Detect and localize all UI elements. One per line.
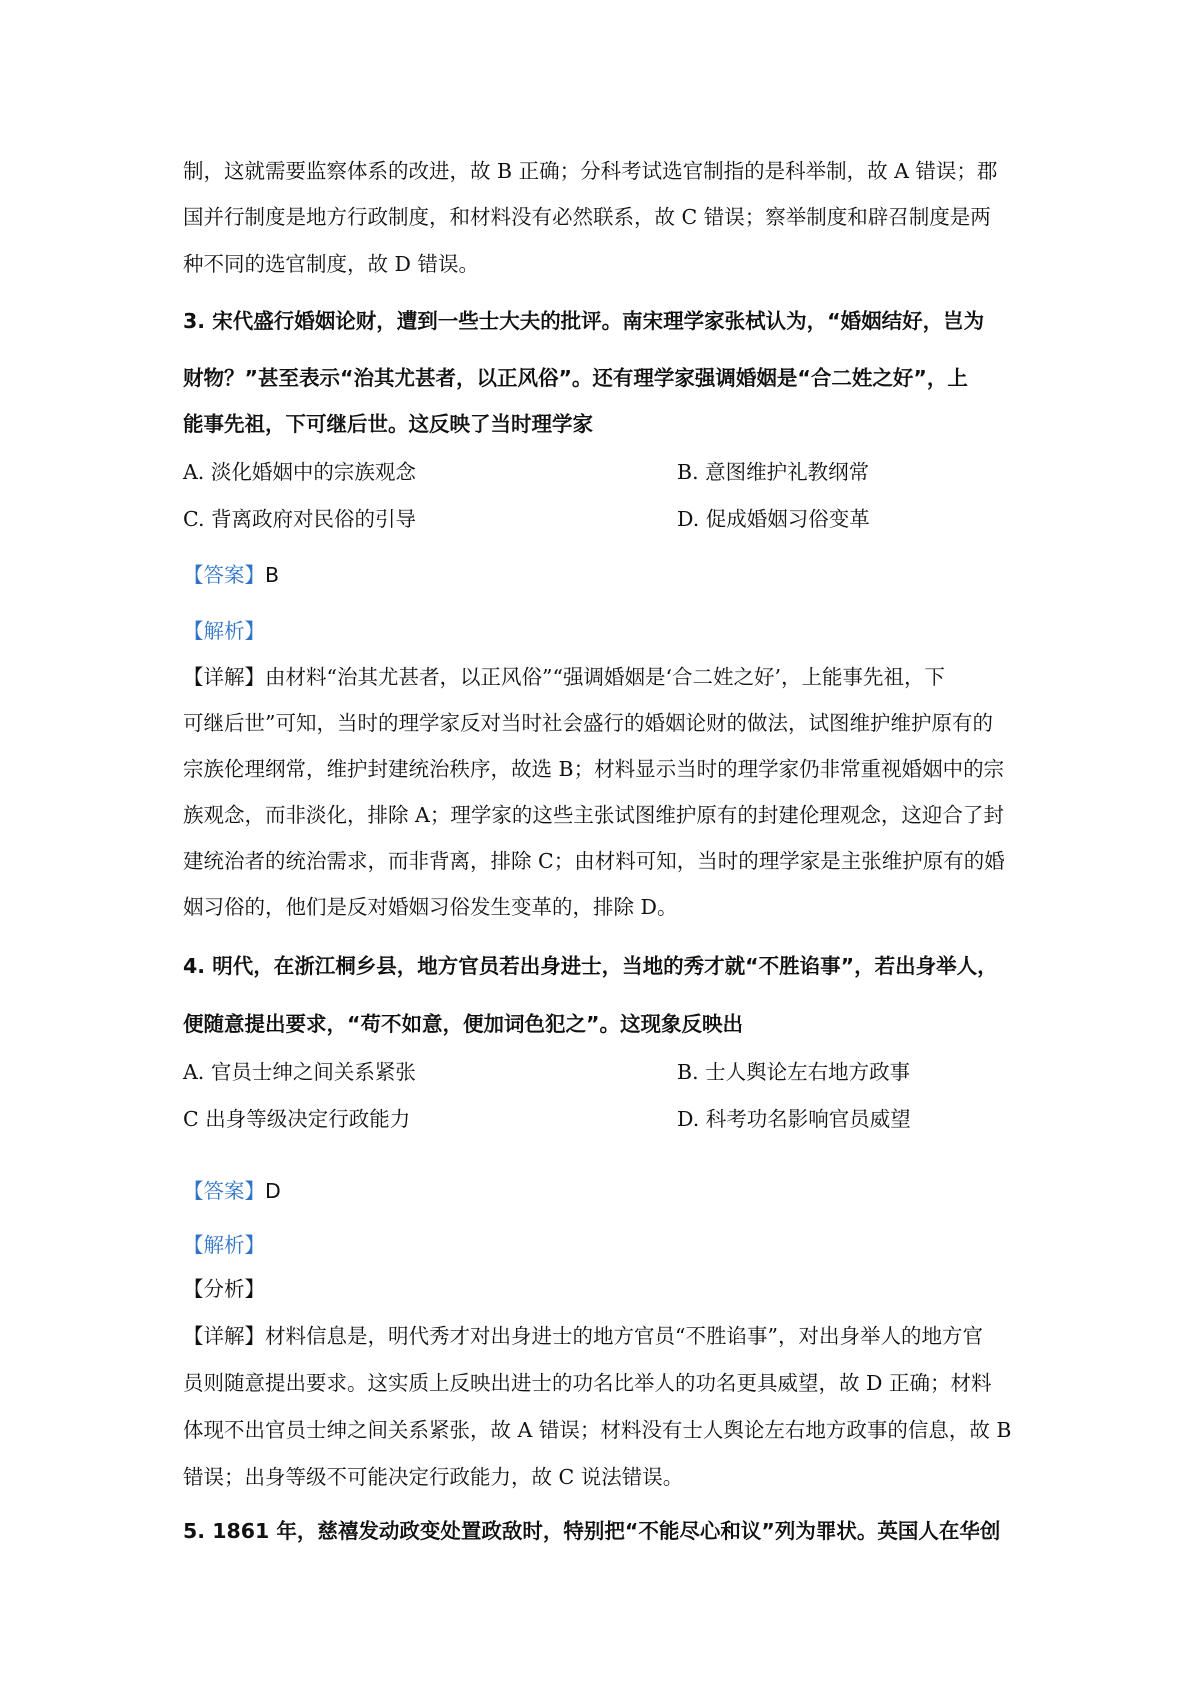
analysis-label: 【解析】 bbox=[183, 619, 265, 643]
question-stem: 4. 明代，在浙江桐乡县，地方官员若出身进士，当地的秀才就“不胜谄事”，若出身举人， bbox=[183, 954, 998, 978]
option-c: C. 背离政府对民俗的引导 bbox=[183, 507, 416, 531]
option-b: B. 意图维护礼教纲常 bbox=[677, 460, 870, 484]
option-b: B. 士人舆论左右地方政事 bbox=[677, 1060, 911, 1084]
answer-line bbox=[183, 1177, 281, 1205]
detail-line: 【详解】材料信息是，明代秀才对出身进士的地方官员“不胜谄事”，对出身举人的地方官 bbox=[183, 1324, 983, 1348]
detail-line: 【详解】由材料“治其尤甚者，以正风俗”“强调婚姻是‘合二姓之好’，上能事先祖，下 bbox=[183, 665, 945, 689]
answer-line bbox=[183, 561, 279, 589]
option-a: A. 官员士绅之间关系紧张 bbox=[183, 1060, 416, 1084]
text-line: 国并行制度是地方行政制度，和材料没有必然联系，故 C 错误；察举制度和辟召制度是两 bbox=[183, 205, 991, 229]
detail-line: 员则随意提出要求。这实质上反映出进士的功名比举人的功名更具威望，故 D 正确；材料 bbox=[183, 1371, 992, 1395]
option-a: A. 淡化婚姻中的宗族观念 bbox=[183, 460, 416, 484]
answer-label: 【答案】 bbox=[183, 563, 265, 587]
answer-label: 【答案】 bbox=[183, 1179, 265, 1203]
detail-line: 宗族伦理纲常，维护封建统治秩序，故选 B；材料显示当时的理学家仍非常重视婚姻中的宗 bbox=[183, 757, 1005, 781]
fenxi-label: 【分析】 bbox=[183, 1277, 265, 1301]
detail-line: 姻习俗的，他们是反对婚姻习俗发生变革的，排除 D。 bbox=[183, 895, 678, 919]
question-stem: 能事先祖，下可继后世。这反映了当时理学家 bbox=[183, 412, 593, 436]
detail-line: 可继后世”可知，当时的理学家反对当时社会盛行的婚姻论财的做法，试图维护维护原有的 bbox=[183, 711, 993, 735]
detail-line: 体现不出官员士绅之间关系紧张，故 A 错误；材料没有士人舆论左右地方政事的信息，故 B bbox=[183, 1418, 1012, 1442]
text-line: 种不同的选官制度，故 D 错误。 bbox=[183, 252, 479, 276]
detail-line: 建统治者的统治需求，而非背离，排除 C；由材料可知，当时的理学家是主张维护原有的婚 bbox=[183, 849, 1005, 873]
answer-value: B bbox=[265, 563, 280, 587]
option-d: D. 促成婚姻习俗变革 bbox=[677, 507, 870, 531]
detail-line: 错误；出身等级不可能决定行政能力，故 C 说法错误。 bbox=[183, 1465, 684, 1489]
option-d: D. 科考功名影响官员威望 bbox=[677, 1107, 911, 1131]
question-stem: 便随意提出要求，“苟不如意，便加词色犯之”。这现象反映出 bbox=[183, 1012, 743, 1036]
option-c: C 出身等级决定行政能力 bbox=[183, 1107, 411, 1131]
analysis-label: 【解析】 bbox=[183, 1233, 265, 1257]
question-stem: 5. 1861 年，慈禧发动政变处置政敌时，特别把“不能尽心和议”列为罪状。英国人在华创 bbox=[183, 1519, 1001, 1543]
text-line: 制，这就需要监察体系的改进，故 B 正确；分科考试选官制指的是科举制，故 A 错误；郡 bbox=[183, 159, 998, 183]
question-stem: 3. 宋代盛行婚姻论财，遭到一些士大夫的批评。南宋理学家张栻认为，“婚姻结好，岂为 bbox=[183, 309, 985, 333]
answer-value: D bbox=[265, 1179, 281, 1203]
question-stem: 财物？”甚至表示“治其尤甚者，以正风俗”。还有理学家强调婚姻是“合二姓之好”，上 bbox=[183, 366, 968, 390]
detail-line: 族观念，而非淡化，排除 A；理学家的这些主张试图维护原有的封建伦理观念，这迎合了封 bbox=[183, 803, 1004, 827]
